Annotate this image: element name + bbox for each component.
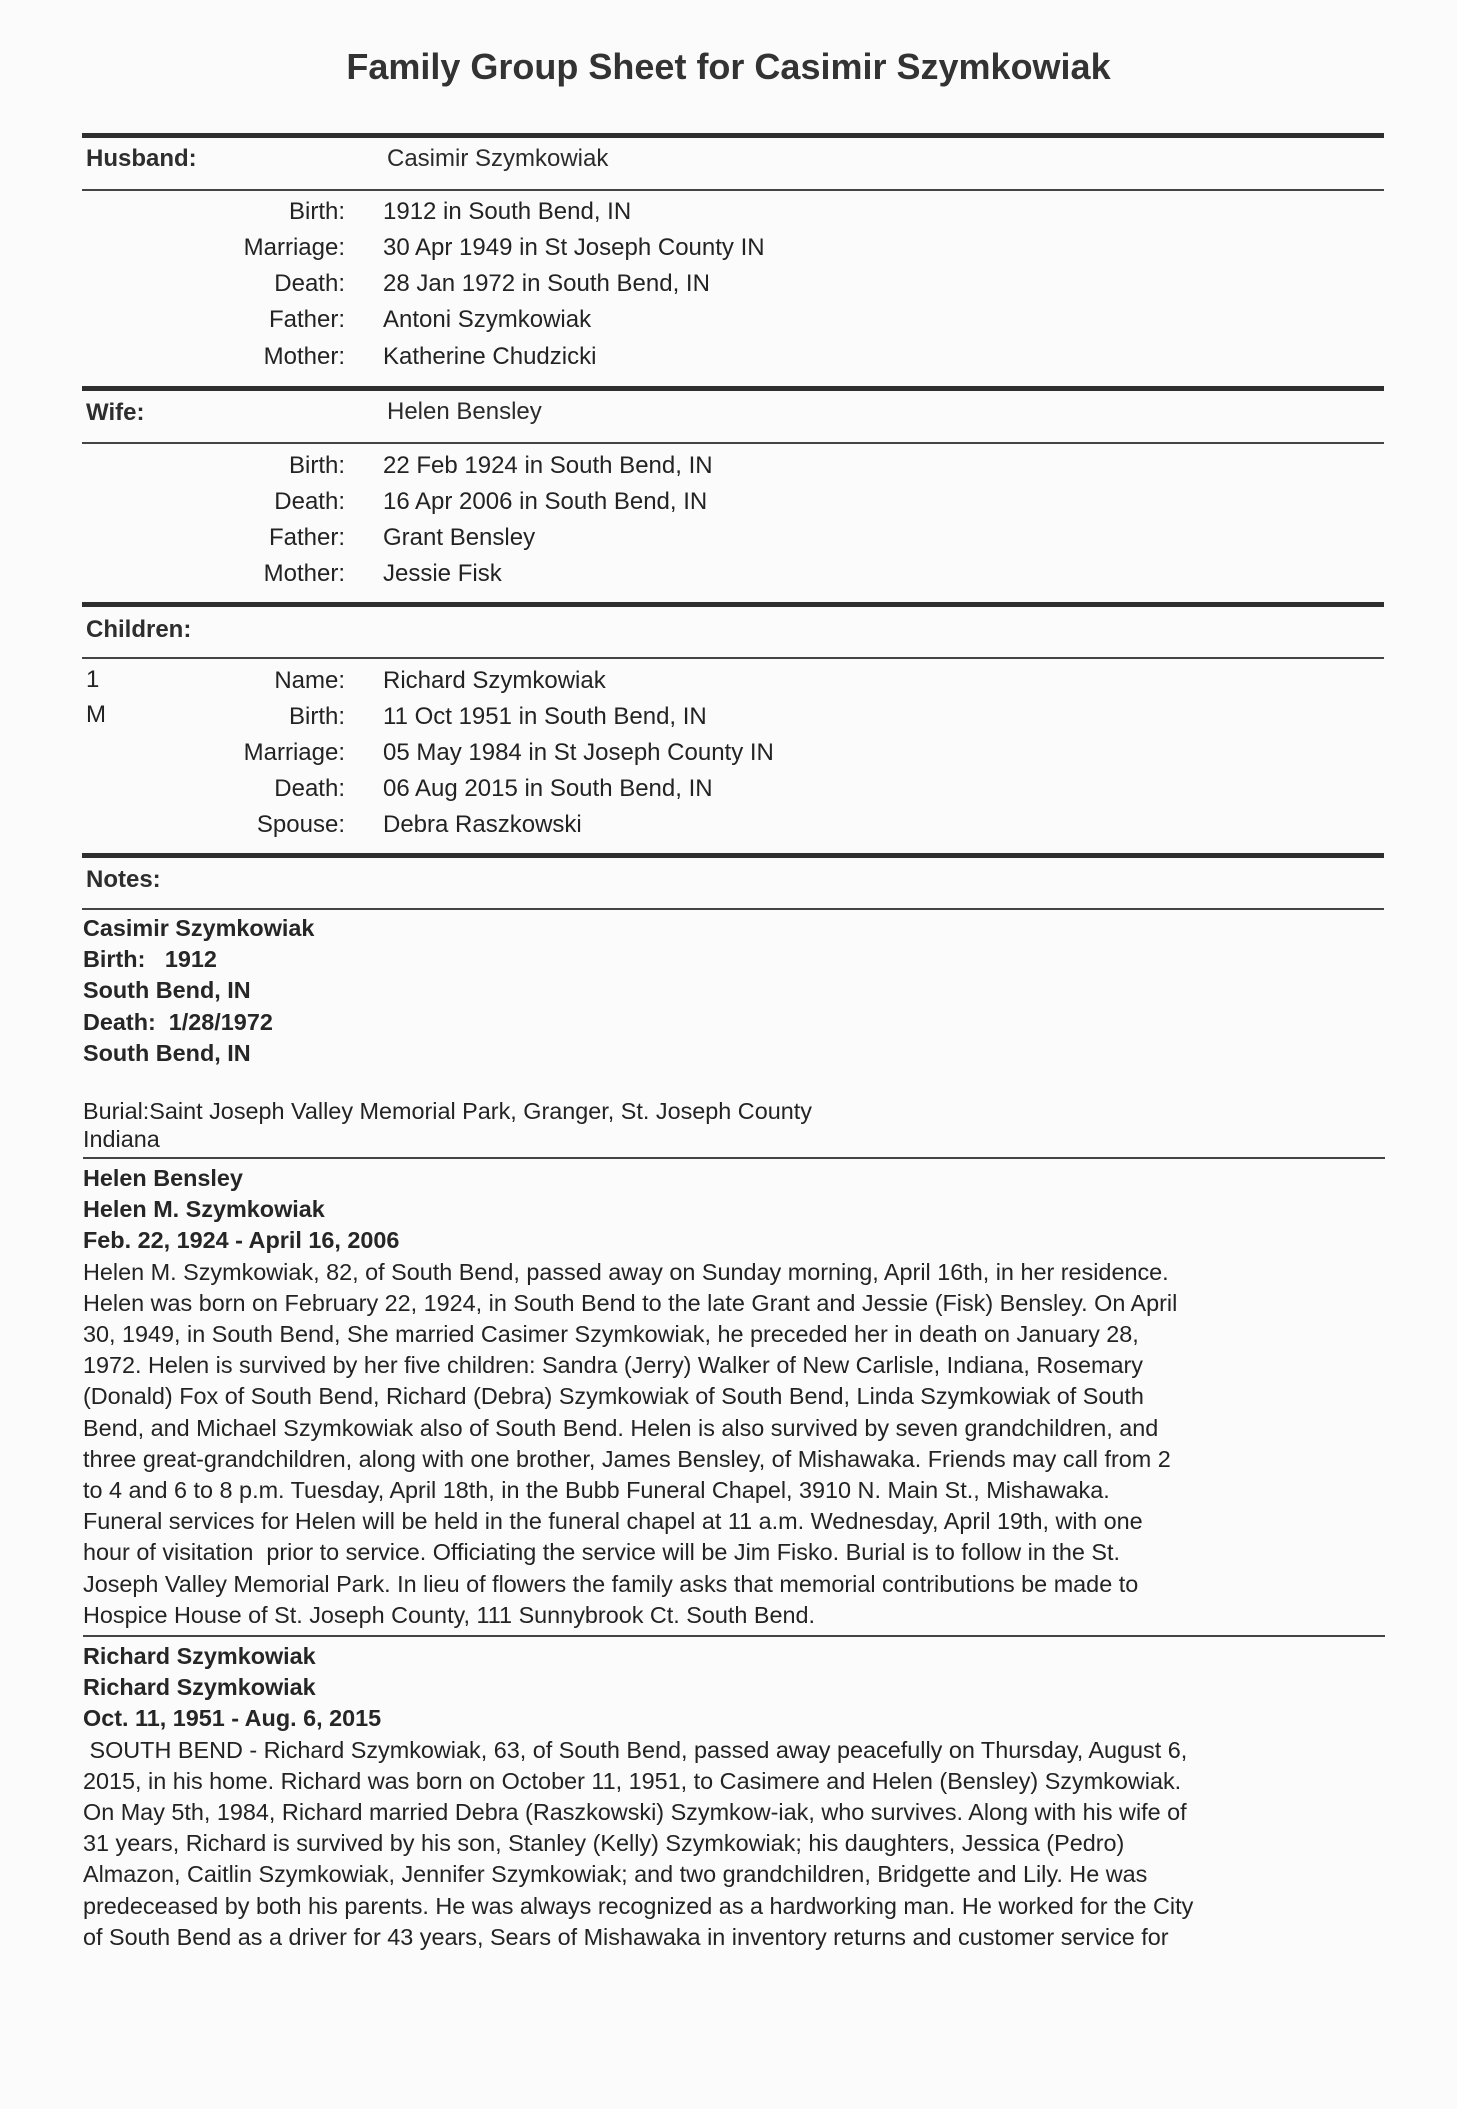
notes-body xyxy=(83,913,1383,1953)
fact-label: Death: xyxy=(274,488,345,515)
fact-value: Debra Raszkowski xyxy=(383,811,582,838)
fact-label: Mother: xyxy=(263,343,345,370)
note-helen-line: 30, 1949, in South Bend, She married Casimer Szymkowiak, he preceded her in death on January 28, xyxy=(83,1321,1139,1348)
note-richard-line: predeceased by both his parents. He was always recognized as a hardworking man. He worked for the City xyxy=(83,1892,1194,1919)
wife-label: Wife: xyxy=(86,399,145,426)
wife-fact-mother xyxy=(0,560,1457,590)
note-helen-line: Funeral services for Helen will be held in the funeral chapel at 11 a.m. Wednesday, April 19th, with one xyxy=(83,1508,1143,1535)
child-fact-name xyxy=(0,667,1457,697)
note-casimir-burial: Burial:Saint Joseph Valley Memorial Park, Granger, St. Joseph County xyxy=(83,1098,812,1125)
child-fact-marriage xyxy=(0,739,1457,769)
note-richard-line: 2015, in his home. Richard was born on October 11, 1951, to Casimere and Helen (Bensley) Szymkowiak. xyxy=(83,1767,1182,1794)
note-helen-full-name: Helen M. Szymkowiak xyxy=(83,1196,325,1223)
section-rule-children xyxy=(82,602,1384,607)
fact-value: 28 Jan 1972 in South Bend, IN xyxy=(383,270,710,297)
note-helen-line: 1972. Helen is survived by her five children: Sandra (Jerry) Walker of New Carlisle, Indiana, Rosemary xyxy=(83,1352,1143,1379)
wife-fact-birth xyxy=(0,452,1457,482)
section-rule-wife xyxy=(82,386,1384,391)
note-richard-line: Almazon, Caitlin Szymkowiak, Jennifer Szymkowiak; and two grandchildren, Bridgette and Lily. He was xyxy=(83,1861,1148,1888)
children-label: Children: xyxy=(86,616,192,643)
husband-fact-marriage xyxy=(0,234,1457,264)
note-richard-name: Richard Szymkowiak xyxy=(83,1643,316,1670)
fact-label: Father: xyxy=(268,524,345,551)
note-richard-full-name: Richard Szymkowiak xyxy=(83,1674,316,1701)
notes-label: Notes: xyxy=(86,866,161,893)
note-casimir-birth-place: South Bend, IN xyxy=(83,977,251,1004)
husband-sub-rule xyxy=(82,189,1384,191)
note-helen-line: Helen M. Szymkowiak, 82, of South Bend, passed away on Sunday morning, April 16th, in her residence. xyxy=(83,1258,1169,1285)
husband-fact-father xyxy=(0,306,1457,336)
note-richard-line: of South Bend as a driver for 43 years, Sears of Mishawaka in inventory returns and customer service for xyxy=(83,1923,1169,1950)
child-sex: M xyxy=(86,701,106,728)
fact-label: Marriage: xyxy=(243,234,345,261)
note-helen-line: (Donald) Fox of South Bend, Richard (Debra) Szymkowiak of South Bend, Linda Szymkowiak of South xyxy=(83,1383,1144,1410)
note-helen-line: Helen was born on February 22, 1924, in South Bend to the late Grant and Jessie (Fisk) Bensley. On April xyxy=(83,1289,1178,1316)
section-rule-notes xyxy=(82,853,1384,858)
page-title: Family Group Sheet for Casimir Szymkowiak xyxy=(346,46,1111,87)
note-casimir-birth: Birth: 1912 xyxy=(83,946,217,973)
fact-value: 1912 in South Bend, IN xyxy=(383,198,632,225)
fact-value: 06 Aug 2015 in South Bend, IN xyxy=(383,775,713,802)
fact-value: 16 Apr 2006 in South Bend, IN xyxy=(383,488,708,515)
note-casimir-death: Death: 1/28/1972 xyxy=(83,1008,273,1035)
wife-fact-father xyxy=(0,524,1457,554)
fact-label: Mother: xyxy=(263,560,345,587)
section-rule-husband xyxy=(82,133,1384,138)
husband-fact-death xyxy=(0,270,1457,300)
note-divider xyxy=(83,1635,1385,1637)
note-helen-line: to 4 and 6 to 8 p.m. Tuesday, April 18th, in the Bubb Funeral Chapel, 3910 N. Main St., Mishawaka. xyxy=(83,1477,1110,1504)
note-helen-name: Helen Bensley xyxy=(83,1165,243,1192)
husband-label: Husband: xyxy=(86,145,197,172)
fact-value: Richard Szymkowiak xyxy=(383,667,606,694)
fact-value: 30 Apr 1949 in St Joseph County IN xyxy=(383,234,765,261)
fact-value: Grant Bensley xyxy=(383,524,536,551)
fact-value: 11 Oct 1951 in South Bend, IN xyxy=(383,703,707,730)
child-fact-birth xyxy=(0,703,1457,733)
fact-label: Spouse: xyxy=(256,811,345,838)
note-richard-line: SOUTH BEND - Richard Szymkowiak, 63, of South Bend, passed away peacefully on Thursday, August 6, xyxy=(83,1736,1188,1763)
fact-label: Birth: xyxy=(288,452,345,479)
fact-value: Jessie Fisk xyxy=(383,560,502,587)
note-helen-dates: Feb. 22, 1924 - April 16, 2006 xyxy=(83,1227,400,1254)
note-casimir-death-place: South Bend, IN xyxy=(83,1039,251,1066)
husband-name: Casimir Szymkowiak xyxy=(387,145,609,172)
child-fact-death xyxy=(0,775,1457,805)
children-sub-rule xyxy=(82,657,1384,659)
fact-label: Death: xyxy=(274,775,345,802)
note-helen-line: hour of visitation prior to service. Officiating the service will be Jim Fisko. Burial is to follow in the St. xyxy=(83,1539,1120,1566)
fact-value: 05 May 1984 in St Joseph County IN xyxy=(383,739,774,766)
wife-fact-death xyxy=(0,488,1457,518)
note-spacer xyxy=(83,1069,1383,1097)
wife-name: Helen Bensley xyxy=(387,398,542,425)
wife-sub-rule xyxy=(82,442,1384,444)
fact-value: Antoni Szymkowiak xyxy=(383,306,592,333)
child-number: 1 xyxy=(86,666,100,693)
note-helen-line: Joseph Valley Memorial Park. In lieu of flowers the family asks that memorial contributions be made to xyxy=(83,1570,1139,1597)
fact-label: Birth: xyxy=(288,703,345,730)
husband-fact-birth xyxy=(0,198,1457,228)
note-casimir-burial-state: Indiana xyxy=(83,1126,160,1153)
fact-value: 22 Feb 1924 in South Bend, IN xyxy=(383,452,713,479)
note-richard-line: On May 5th, 1984, Richard married Debra (Raszkowski) Szymkow-iak, who survives. Along with his wife of xyxy=(83,1799,1187,1826)
fact-label: Death: xyxy=(274,270,345,297)
fact-label: Father: xyxy=(268,306,345,333)
fact-label: Marriage: xyxy=(243,739,345,766)
note-richard-line: 31 years, Richard is survived by his son, Stanley (Kelly) Szymkowiak; his daughters, Jessica (Pedro) xyxy=(83,1830,1125,1857)
note-richard-dates: Oct. 11, 1951 - Aug. 6, 2015 xyxy=(83,1705,382,1732)
note-helen-line: Bend, and Michael Szymkowiak also of South Bend. Helen is also survived by seven grandchildren, and xyxy=(83,1414,1159,1441)
note-helen-line: Hospice House of St. Joseph County, 111 Sunnybrook Ct. South Bend. xyxy=(83,1601,816,1628)
notes-sub-rule xyxy=(82,908,1384,910)
fact-label: Birth: xyxy=(288,198,345,225)
fact-value: Katherine Chudzicki xyxy=(383,343,597,370)
note-divider xyxy=(83,1157,1385,1159)
child-fact-spouse xyxy=(0,811,1457,841)
fact-label: Name: xyxy=(274,667,345,694)
note-helen-line: three great-grandchildren, along with one brother, James Bensley, of Mishawaka. Friends may call from 2 xyxy=(83,1445,1171,1472)
note-casimir-name: Casimir Szymkowiak xyxy=(83,915,315,941)
husband-fact-mother xyxy=(0,343,1457,373)
